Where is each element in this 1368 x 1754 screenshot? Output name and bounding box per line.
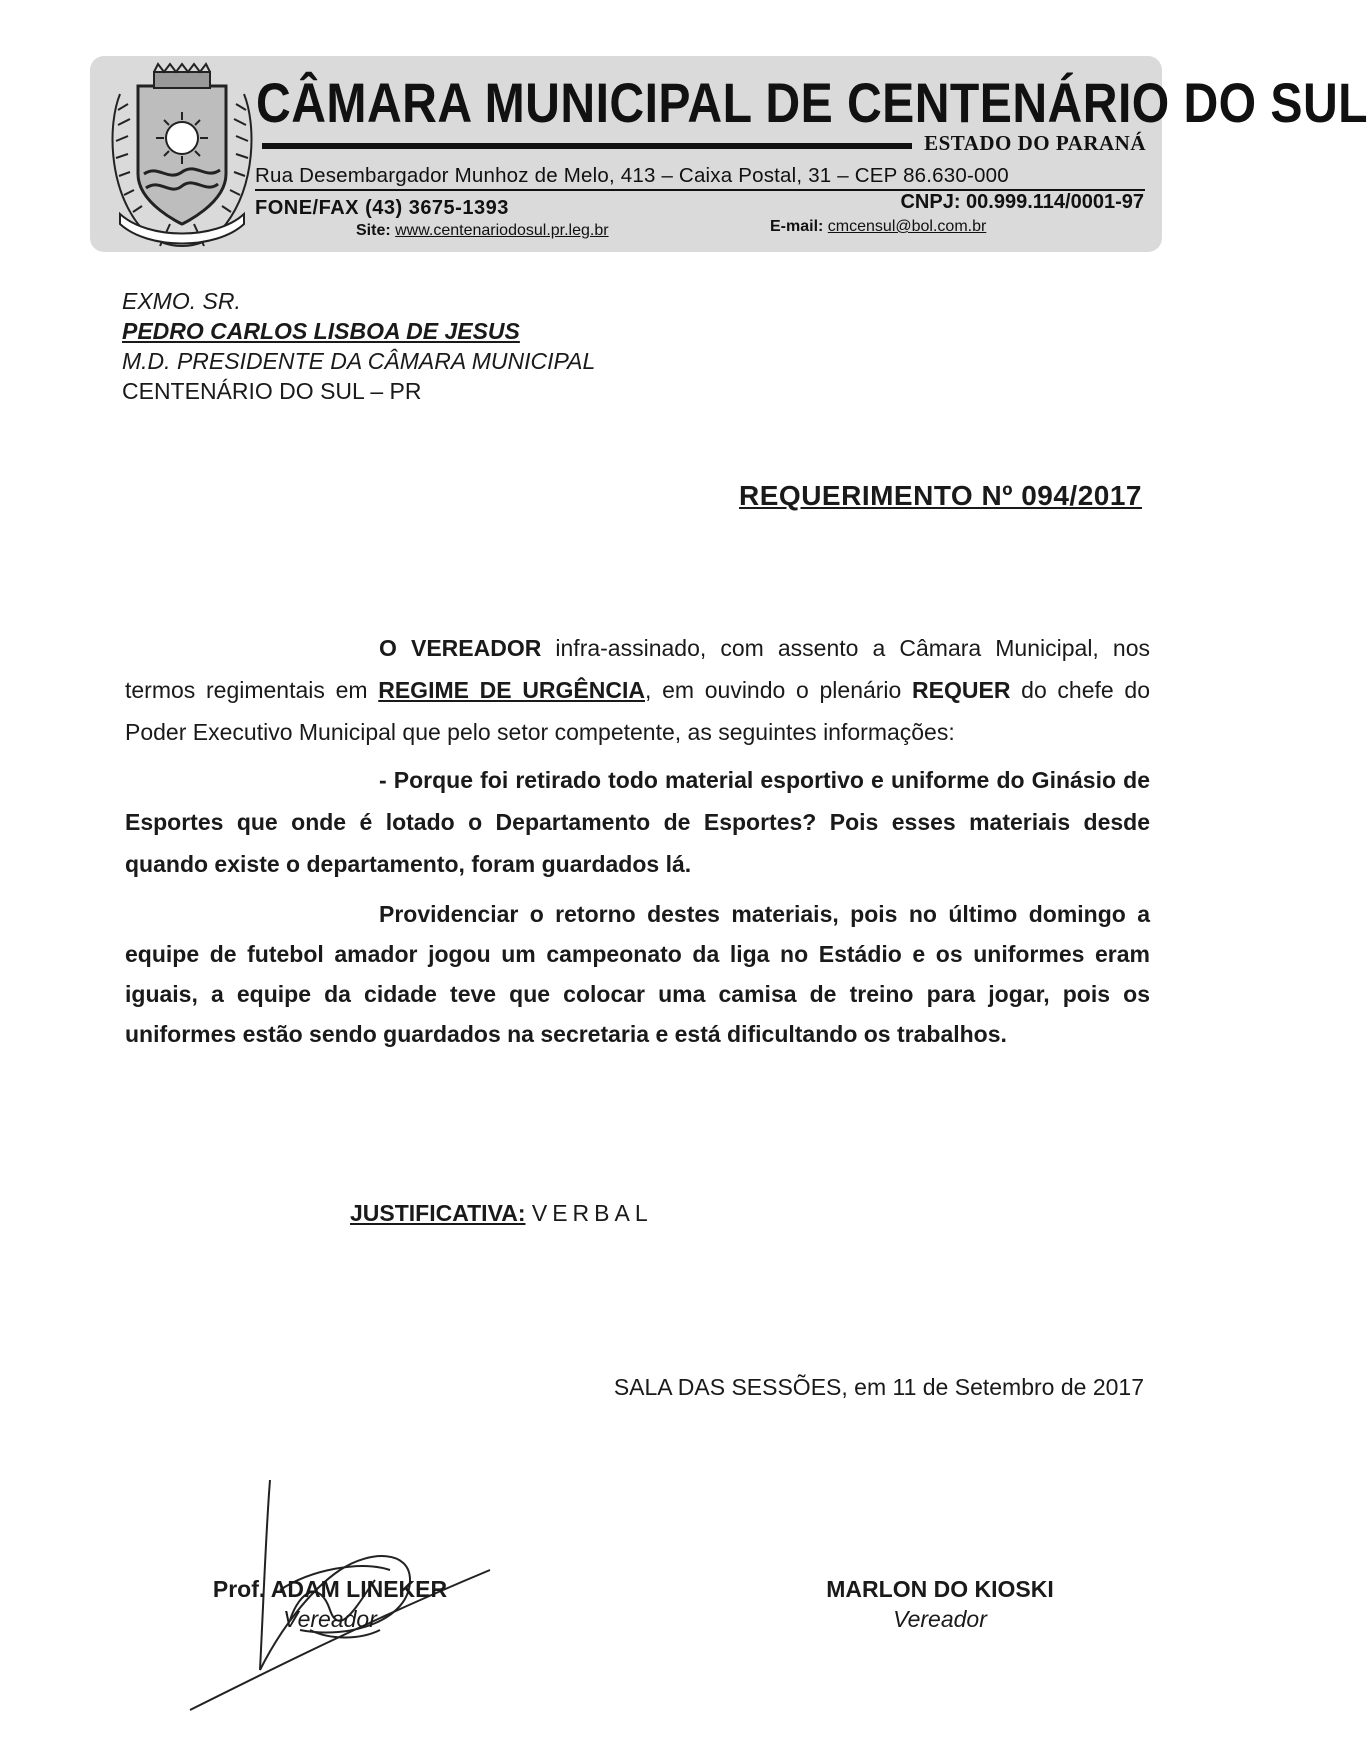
request-paragraph-3: Providenciar o retorno destes materiais, pois no último domingo a equipe de futebol amador jogou um campeonato da liga no Estádio e os uniformes eram iguais, a equipe da cidade teve que colocar uma camisa de treino para jogar, pois os uniformes estão sendo guardados na secretaria e está dificultando os trabalhos.: [125, 901, 1150, 1047]
letterhead-cnpj: CNPJ: 00.999.114/0001-97: [900, 191, 1144, 213]
letterhead-rule: [262, 143, 912, 149]
regime-urgencia: REGIME DE URGÊNCIA: [378, 677, 645, 703]
addressee-city: CENTENÁRIO DO SUL – PR: [122, 378, 422, 404]
signatory-left: [190, 1574, 470, 1634]
p1-text-c: do chefe do Poder Executivo Municipal que pelo setor competente, as seguintes informações:: [125, 677, 1150, 745]
requer-keyword: REQUER: [912, 677, 1011, 703]
letterhead-title: CÂMARA MUNICIPAL DE CENTENÁRIO DO SUL: [256, 71, 1368, 134]
signatory-role: Vereador: [893, 1606, 987, 1632]
signatory-role: Vereador: [283, 1606, 377, 1632]
email-link[interactable]: cmcensul@bol.com.br: [827, 218, 987, 235]
place-date: SALA DAS SESSÕES, em 11 de Setembro de 2017: [613, 1374, 1144, 1400]
letterhead-state: ESTADO DO PARANÁ: [924, 131, 1146, 155]
justification: [350, 1200, 653, 1227]
justification-label: JUSTIFICATIVA:: [350, 1200, 526, 1226]
addressee-block: [122, 286, 595, 406]
request-paragraph-1: [125, 627, 1150, 753]
site-label: Site:: [356, 222, 391, 239]
signatory-name: Prof. ADAM LINEKER: [212, 1576, 448, 1602]
request-paragraph-2: - Porque foi retirado todo material esportivo e uniforme do Ginásio de Esportes que onde é lotado o Departamento de Esportes? Pois esses materiais desde quando existe o departamento, foram guardados lá.: [125, 767, 1150, 877]
vereador-lead: O VEREADOR: [379, 635, 542, 661]
signatory-right: [810, 1574, 1070, 1634]
addressee-name: PEDRO CARLOS LISBOA DE JESUS: [122, 318, 520, 344]
email-label: E-mail:: [770, 218, 824, 235]
site-link[interactable]: www.centenariodosul.pr.leg.br: [395, 222, 609, 239]
municipal-coat-of-arms-icon: [98, 64, 266, 250]
addressee-salutation: EXMO. SR.: [122, 288, 241, 314]
justification-value: VERBAL: [531, 1200, 653, 1226]
p1-text-a: infra-assinado, com assento a Câmara Municipal, nos termos regimentais em: [125, 635, 1150, 703]
letterhead-site: [356, 222, 609, 240]
letterhead-address: Rua Desembargador Munhoz de Melo, 413 – Caixa Postal, 31 – CEP 86.630-000: [255, 164, 1145, 191]
addressee-role: M.D. PRESIDENTE DA CÂMARA MUNICIPAL: [122, 348, 596, 374]
letterhead-phone: FONE/FAX (43) 3675-1393: [255, 197, 509, 219]
request-title: REQUERIMENTO Nº 094/2017: [739, 480, 1142, 511]
p1-text-b: , em ouvindo o plenário: [645, 677, 913, 703]
signatory-name: MARLON DO KIOSKI: [826, 1576, 1054, 1602]
letterhead-email: [770, 218, 986, 236]
